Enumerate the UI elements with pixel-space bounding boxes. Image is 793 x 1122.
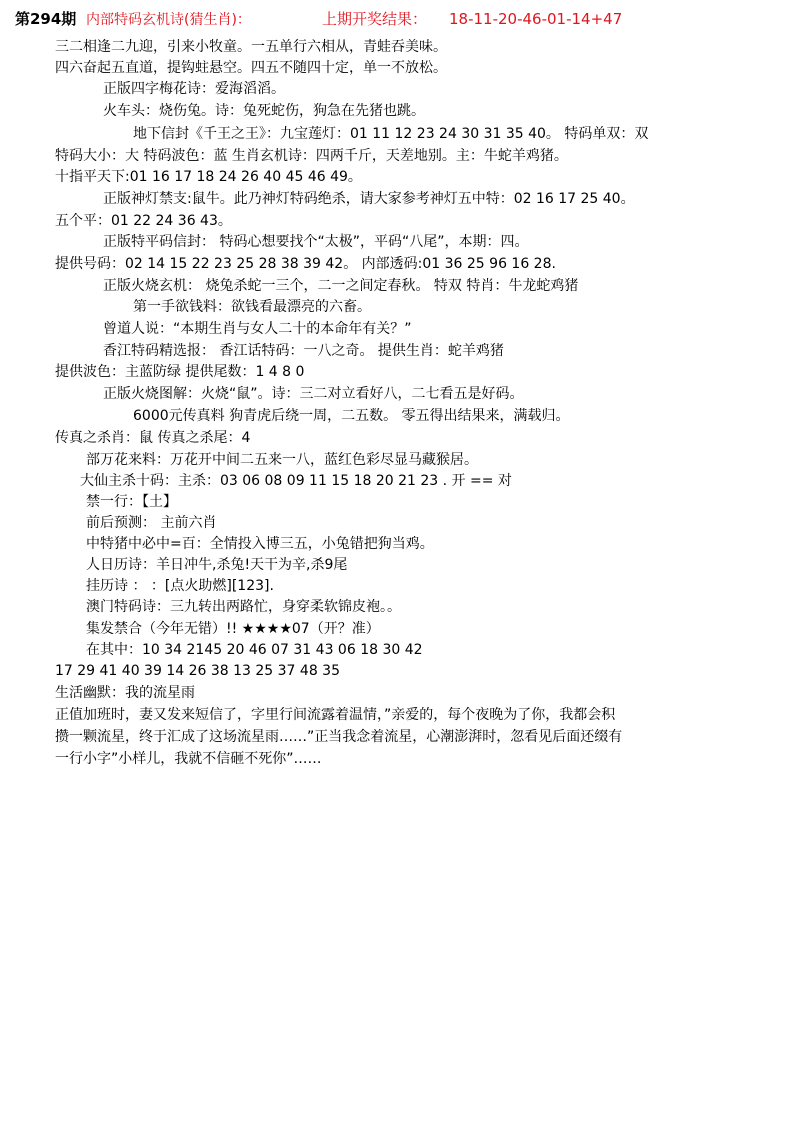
text-line: 挂历诗 ： ：[点火助燃][123]. [86,578,274,594]
text-line: 生活幽默：我的流星雨 [55,685,195,701]
text-line: 正版火烧玄机： 烧兔杀蛇一三个，二一之间定春秋。 特双 特肖：牛龙蛇鸡猪 [103,278,579,294]
text-line: 正版特平码信封： 特码心想要找个“太极”，平码“八尾”，本期：四。 [103,234,529,250]
text-line: 五个平：01 22 24 36 43。 [55,213,232,229]
text-line: 香江特码精选报： 香江话特码：一八之奇。 提供生肖：蛇羊鸡猪 [103,343,504,359]
text-line: 提供波色：主蓝防绿 提供尾数：1 4 8 0 [55,364,305,380]
text-line: 正版神灯禁支:鼠牛。此乃神灯特码绝杀，请大家参考神灯五中特：02 16 17 25 40。 [103,191,635,207]
text-line: 在其中：10 34 2145 20 46 07 31 43 06 18 30 42 [86,642,423,658]
text-line: 部万花来料：万花开中间二五来一八，蓝红色彩尽显马藏猴居。 [86,452,478,468]
text-line: 地下信封《千王之王》：九宝莲灯：01 11 12 23 24 30 31 35 40。 特码单双：双 [133,126,649,142]
text-line: 特码大小：大 特码波色：蓝 生肖玄机诗：四两千斤，天差地别。主：牛蛇羊鸡猪。 [55,148,568,164]
text-line: 中特猪中必中=百：全情投入博三五，小兔错把狗当鸡。 [86,536,434,552]
text-line: 第一手欲钱料：欲钱看最漂亮的六畜。 [133,299,371,315]
text-line: 攒一颗流星，终于汇成了这场流星雨……”正当我念着流星，心潮澎湃时，忽看见后面还缀有 [55,729,623,745]
text-line: 禁一行：【土】 [86,494,177,510]
text-line: 三二相逢二九迎，引来小牧童。一五单行六相从，青蛙吞美味。 [55,39,447,55]
text-line: 大仙主杀十码：主杀：03 06 08 09 11 15 18 20 21 23 . 开 == 对 [80,473,512,489]
text-line: 人日历诗：羊日冲牛,杀兔!天干为辛,杀9尾 [86,557,348,573]
text-line: 传真之杀肖：鼠 传真之杀尾：4 [55,430,251,446]
text-line: 正版火烧图解：火烧“鼠”。诗：三二对立看好八，二七看五是好码。 [103,386,524,402]
text-line: 17 29 41 40 39 14 26 38 13 25 37 48 35 [55,663,340,679]
text-line: 集发禁合（今年无错）!! ★★★★07（开？准） [86,621,380,637]
poem-title: 内部特码玄机诗(猜生肖)： [86,12,251,28]
text-line: 提供号码：02 14 15 22 23 25 28 38 39 42。 内部透码:01 36 25 96 16 28. [55,256,556,272]
issue-number: 第294期 [15,10,77,28]
text-line: 四六奋起五直道，提钩蛀悬空。四五不随四十定，单一不放松。 [55,60,447,76]
text-line: 前后预测： 主前六肖 [86,515,217,531]
result-label: 上期开奖结果： [322,10,428,28]
text-line: 曾道人说：“本期生肖与女人二十的本命年有关？” [103,321,412,337]
text-line: 正值加班时，妻又发来短信了，字里行间流露着温情，”亲爱的，每个夜晚为了你，我都会积 [55,707,616,723]
text-line: 澳门特码诗：三九转出两路忙，身穿柔软锦皮袍。。 [86,599,401,615]
text-line: 火车头：烧伤兔。诗：兔死蛇伤，狗急在先猪也跳。 [103,103,425,119]
result-value: 18-11-20-46-01-14+47 [449,10,623,28]
text-line: 6000元传真料 狗青虎后绕一周，二五数。 零五得出结果来，满载归。 [133,408,570,424]
text-line: 一行小字”小样儿，我就不信砸不死你”…… [55,751,322,767]
text-line: 十指平天下:01 16 17 18 24 26 40 45 46 49。 [55,169,362,185]
text-line: 正版四字梅花诗：爱海滔滔。 [103,81,285,97]
